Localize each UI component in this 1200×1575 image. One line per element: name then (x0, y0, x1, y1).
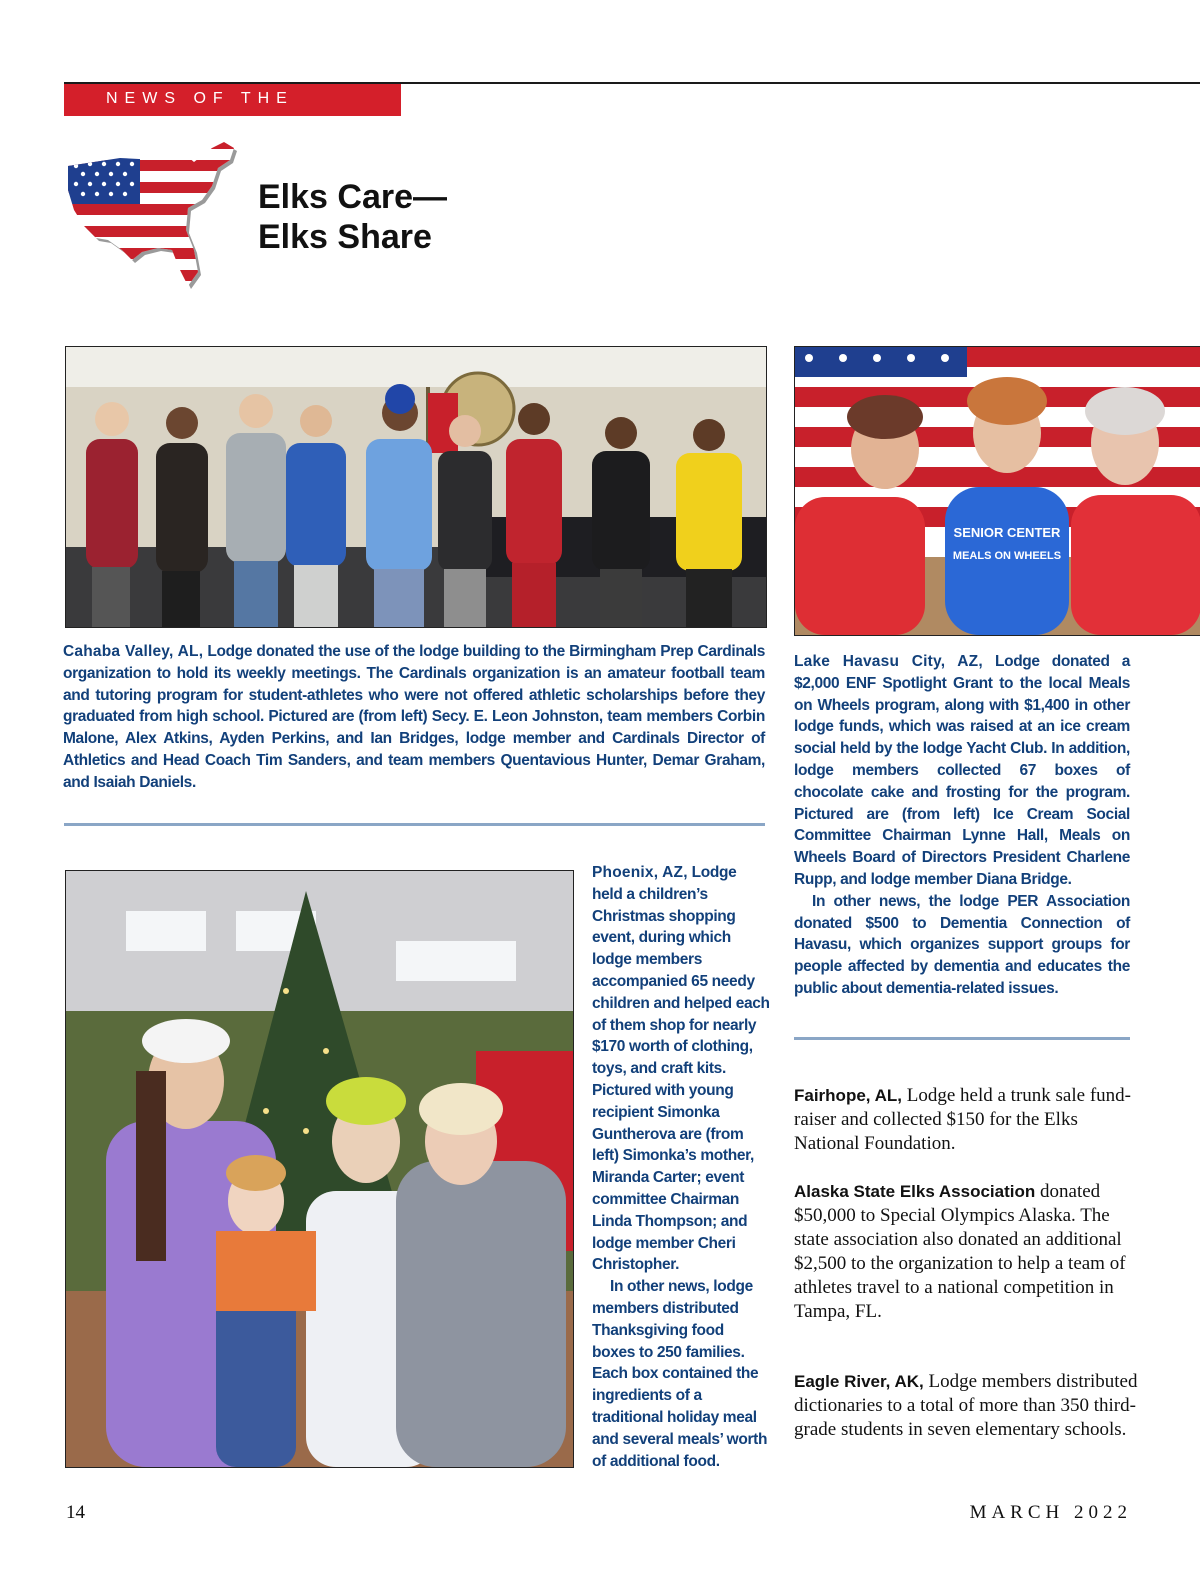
article-body-2: In other news, the lodge PER Association donated $500 to Dementia Connection of Havasu, which organizes support groups for people affected by dementia and educates the public about dementia-related issues. (794, 892, 1130, 997)
article-cahaba-valley (63, 641, 765, 794)
group-photo-cahaba-valley (65, 346, 767, 628)
divider (794, 1037, 1130, 1040)
issue-date: MARCH 2022 (969, 1502, 1132, 1523)
title-line-2: Elks Share (258, 218, 432, 256)
article-phoenix (592, 862, 770, 1472)
article-body: donated $50,000 to Special Olympics Alaska. The state association also donated an additional $2,500 to the organization to help a team of athletes travel to a national competition in Tampa, FL. (794, 1181, 1126, 1322)
article-body-2: In other news, lodge members distributed Thanksgiving food boxes to 250 families. Each box contained the ingredients of a traditional holiday meal and several meals’ worth of additional food. (592, 1278, 768, 1470)
article-eagle-river (794, 1370, 1139, 1442)
article-lead: Eagle River, AK, (794, 1372, 924, 1391)
article-paragraph (794, 651, 1130, 891)
title-line-1: Elks Care— (258, 178, 447, 216)
article-body: Lodge donated the use of the lodge building to the Birmingham Prep Cardinals organization to hold its weekly meetings. The Cardinals organization is an amateur football team and tutoring program for student-athletes who were not offered athletic scholarships before they graduated from high school. Pictured are (from left) Secy. E. Leon Johnston, team members Corbin Malone, Alex Atkins, Ayden Perkins, and Ian Bridges, lodge member and Cardinals Director of Athletics and Head Coach Tim Sanders, and team members Quentavious Hunter, Demar Graham, and Isaiah Daniels. (63, 643, 765, 791)
article-body: Lodge members distributed dictionaries to a total of more than 350 third-grade students in seven elementary schools. (794, 1371, 1138, 1440)
article-lead: Alaska State Elks Association (794, 1182, 1036, 1201)
article-paragraph (592, 862, 770, 1276)
article-body: Lodge donated a $2,000 ENF Spotlight Grant to the local Meals on Wheels program, along with $1,400 in other lodge funds, which was raised at an ice cream social held by the lodge Yacht Club. In addition, lodge members collected 67 boxes of chocolate cake and frosting for the program. Pictured are (from left) Ice Cream Social Committee Chairman Lynne Hall, Meals on Wheels Board of Directors President Charlene Rupp, and lodge member Diana Bridge. (794, 653, 1130, 888)
article-lead: Fairhope, AL, (794, 1086, 902, 1105)
article-alaska (794, 1180, 1139, 1324)
divider (64, 823, 765, 826)
shirt-text-bottom: MEALS ON WHEELS (952, 550, 1062, 562)
article-lead: Lake Havasu City, AZ, (794, 653, 983, 670)
group-photo-lake-havasu (794, 346, 1200, 636)
group-photo-phoenix-christmas (65, 870, 574, 1468)
section-banner: NEWS OF THE LODGES (64, 84, 401, 116)
article-lake-havasu (794, 651, 1130, 1000)
article-body: Lodge held a trunk sale fund-raiser and collected $150 for the Elks National Foundation. (794, 1085, 1131, 1154)
page-number: 14 (66, 1502, 85, 1523)
shirt-text-top: SENIOR CENTER (953, 525, 1061, 540)
article-lead: Phoenix, AZ, (592, 864, 688, 881)
article-fairhope (794, 1084, 1134, 1156)
us-flag-map-icon (62, 138, 242, 293)
article-body: Lodge held a children’s Christmas shopping event, during which lodge members accompanied 65 needy children and helped each of them shop for nearly $170 worth of clothing, toys, and craft kits. Pictured with young recipient Simonka Guntherova are (from left) Simonka’s mother, Miranda Carter; event committee Chairman Linda Thompson; and lodge member Cheri Christopher. (592, 864, 770, 1274)
page-title (258, 177, 447, 257)
article-lead: Cahaba Valley, AL, (63, 643, 204, 660)
